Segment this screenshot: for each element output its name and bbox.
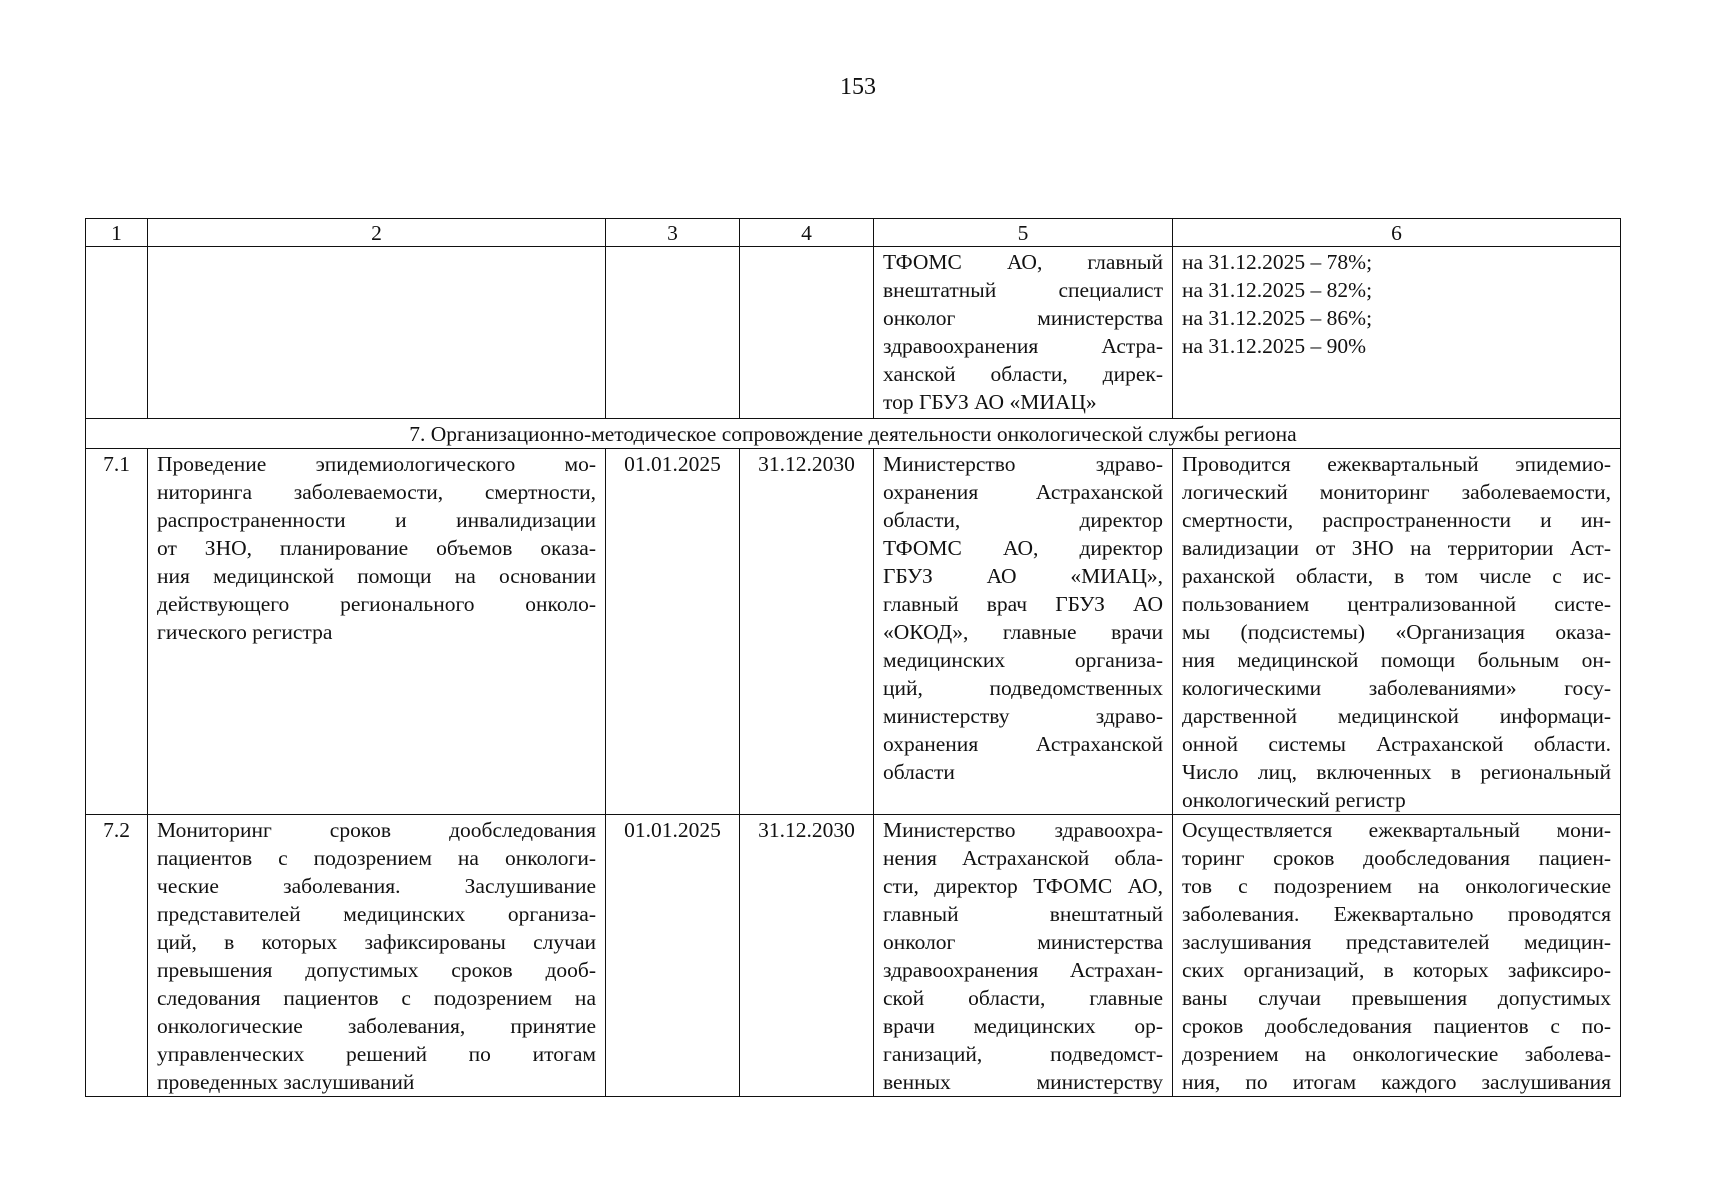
text-line: гического регистра: [157, 620, 333, 644]
text-line: ваны случаи превышения допустимых: [1182, 986, 1611, 1010]
text-line: венных министерству: [883, 1070, 1163, 1094]
text-line: главный внештатный: [883, 902, 1163, 926]
text-line: валидизации от ЗНО на территории Аст-: [1182, 536, 1611, 560]
text-line: Осуществляется ежеквартальный мони-: [1182, 818, 1611, 842]
text-line: ханской области, дирек-: [883, 362, 1163, 386]
text-line: ций, подведомственных: [883, 676, 1163, 700]
text-line: логический мониторинг заболеваемости,: [1182, 480, 1611, 504]
end-date-cell: [740, 247, 874, 419]
text-line: ТФОМС АО, главный: [883, 250, 1163, 274]
result-cell: [1173, 815, 1621, 1097]
text-line: на 31.12.2025 – 90%: [1182, 334, 1367, 358]
text-line: ГБУЗ АО «МИАЦ»,: [883, 564, 1163, 588]
text-line: кологическими заболеваниями» госу-: [1182, 676, 1611, 700]
text-line: заслушивания представителей медицин-: [1182, 930, 1611, 954]
start-date: 01.01.2025: [606, 449, 740, 815]
result-cell: [1173, 247, 1621, 419]
text-line: медицинских организа-: [883, 648, 1163, 672]
text-line: ческие заболевания. Заслушивание: [157, 874, 596, 898]
text-line: области, директор: [883, 508, 1163, 532]
text-line: ганизаций, подведомст-: [883, 1042, 1163, 1066]
text-line: онкологический регистр: [1182, 788, 1406, 812]
text-line: ния, по итогам каждого заслушивания: [1182, 1070, 1611, 1094]
text-line: министерству здраво-: [883, 704, 1163, 728]
text-line: ТФОМС АО, директор: [883, 536, 1163, 560]
column-header: 1: [86, 219, 148, 247]
end-date: 31.12.2030: [740, 815, 874, 1097]
activity-cell: [148, 449, 606, 815]
responsible-cell: [874, 449, 1173, 815]
continuation-row: [86, 247, 1621, 419]
column-header: 4: [740, 219, 874, 247]
row-number: 7.1: [86, 449, 148, 815]
text-line: ниторинга заболеваемости, смертности,: [157, 480, 596, 504]
plan-table: [85, 218, 1621, 1097]
text-line: от ЗНО, планирование объемов оказа-: [157, 536, 596, 560]
text-line: охранения Астраханской: [883, 480, 1163, 504]
text-line: Число лиц, включенных в региональный: [1182, 760, 1611, 784]
text-line: пользованием централизованной систе-: [1182, 592, 1611, 616]
text-line: охранения Астраханской: [883, 732, 1163, 756]
table-row: [86, 449, 1621, 815]
text-line: онкологические заболевания, принятие: [157, 1014, 596, 1038]
text-line: главный врач ГБУЗ АО: [883, 592, 1163, 616]
column-header: 2: [148, 219, 606, 247]
end-date: 31.12.2030: [740, 449, 874, 815]
column-numbers-row: [86, 219, 1621, 247]
number-cell: [86, 247, 148, 419]
text-line: онколог министерства: [883, 306, 1163, 330]
text-line: здравоохранения Астрахан-: [883, 958, 1163, 982]
column-header: 6: [1173, 219, 1621, 247]
text-line: смертности, распространенности и ин-: [1182, 508, 1611, 532]
text-line: тор ГБУЗ АО «МИАЦ»: [883, 390, 1097, 414]
text-line: раханской области, в том числе с ис-: [1182, 564, 1611, 588]
text-line: мы (подсистемы) «Организация оказа-: [1182, 620, 1611, 644]
text-line: сроков дообследования пациентов с по-: [1182, 1014, 1611, 1038]
text-line: дарственной медицинской информаци-: [1182, 704, 1611, 728]
text-line: нения Астраханской обла-: [883, 846, 1163, 870]
text-line: управленческих решений по итогам: [157, 1042, 596, 1066]
text-line: заболевания. Ежеквартально проводятся: [1182, 902, 1611, 926]
text-line: области: [883, 760, 955, 784]
text-line: действующего регионального онколо-: [157, 592, 596, 616]
text-line: врачи медицинских ор-: [883, 1014, 1163, 1038]
table-row: [86, 815, 1621, 1097]
text-line: сти, директор ТФОМС АО,: [883, 874, 1163, 898]
responsible-cell: [874, 815, 1173, 1097]
text-line: Мониторинг сроков дообследования: [157, 818, 596, 842]
text-line: на 31.12.2025 – 78%;: [1182, 250, 1373, 274]
row-number: 7.2: [86, 815, 148, 1097]
text-line: превышения допустимых сроков дооб-: [157, 958, 596, 982]
activity-cell: [148, 815, 606, 1097]
text-line: следования пациентов с подозрением на: [157, 986, 596, 1010]
text-line: онколог министерства: [883, 930, 1163, 954]
activity-cell: [148, 247, 606, 419]
text-line: на 31.12.2025 – 82%;: [1182, 278, 1373, 302]
text-line: здравоохранения Астра-: [883, 334, 1163, 358]
text-line: пациентов с подозрением на онкологи-: [157, 846, 596, 870]
column-header: 5: [874, 219, 1173, 247]
section-row: [86, 419, 1621, 449]
text-line: «ОКОД», главные врачи: [883, 620, 1163, 644]
text-line: торинг сроков дообследования пациен-: [1182, 846, 1611, 870]
text-line: Министерство здравоохра-: [883, 818, 1163, 842]
start-date: 01.01.2025: [606, 815, 740, 1097]
section-title: 7. Организационно-методическое сопровождение деятельности онкологической службы региона: [86, 419, 1621, 449]
text-line: ских организаций, в которых зафиксиро-: [1182, 958, 1611, 982]
text-line: Проводится ежеквартальный эпидемио-: [1182, 452, 1611, 476]
text-line: внештатный специалист: [883, 278, 1163, 302]
text-line: дозрением на онкологические заболева-: [1182, 1042, 1611, 1066]
text-line: ской области, главные: [883, 986, 1163, 1010]
text-line: Министерство здраво-: [883, 452, 1163, 476]
text-line: на 31.12.2025 – 86%;: [1182, 306, 1373, 330]
page-number: 153: [840, 74, 876, 100]
column-header: 3: [606, 219, 740, 247]
text-line: ния медицинской помощи на основании: [157, 564, 596, 588]
text-line: Проведение эпидемиологического мо-: [157, 452, 596, 476]
text-line: распространенности и инвалидизации: [157, 508, 596, 532]
start-date-cell: [606, 247, 740, 419]
responsible-cell: [874, 247, 1173, 419]
result-cell: [1173, 449, 1621, 815]
text-line: тов с подозрением на онкологические: [1182, 874, 1611, 898]
text-line: ций, в которых зафиксированы случаи: [157, 930, 596, 954]
text-line: представителей медицинских организа-: [157, 902, 596, 926]
text-line: онной системы Астраханской области.: [1182, 732, 1611, 756]
text-line: проведенных заслушиваний: [157, 1070, 415, 1094]
text-line: ния медицинской помощи больным он-: [1182, 648, 1611, 672]
